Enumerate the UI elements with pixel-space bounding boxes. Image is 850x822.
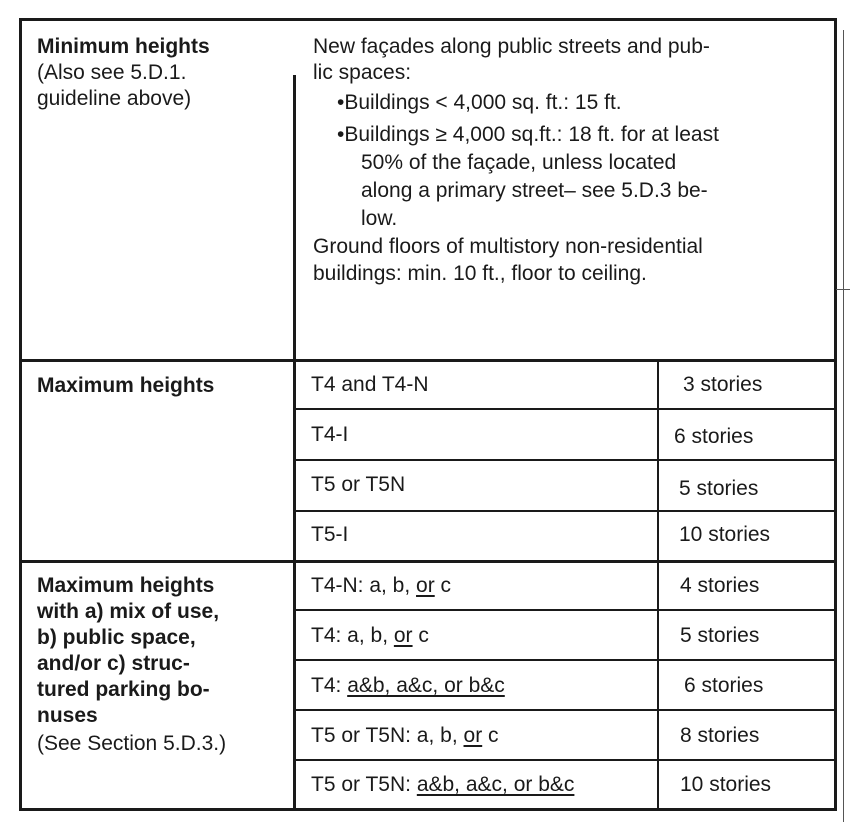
table-border-bottom [20,808,836,811]
min-heights-description: 50% of the façade, unless located [361,151,677,174]
bonus-heights-label: and/or c) struc- [37,652,190,675]
min-heights-description: lic spaces: [313,61,412,84]
min-heights-description: low. [361,207,398,230]
max-heights-label: Maximum heights [37,374,215,397]
zone-cell: T4-I [311,423,349,446]
bonus-heights-label: b) public space, [37,626,196,649]
stories-cell: 10 stories [680,773,772,796]
zone-text: T4-N: a, b, [311,574,417,597]
row-divider [295,659,835,661]
stories-cell: 10 stories [679,523,771,546]
row-divider [295,709,835,711]
zone-cell [311,573,451,599]
min-heights-description: New façades along public streets and pub- [313,35,710,58]
zone-cell [311,623,429,649]
zone-cell: T5-I [311,523,349,546]
zone-cell [311,772,574,798]
zone-text: T4: a, b, [311,624,394,647]
stories-cell: 5 stories [680,624,760,647]
zone-cell: T5 or T5N [311,473,406,496]
zone-text: c [434,574,452,597]
row-divider [295,510,835,512]
stories-column-divider-a [657,361,659,561]
zone-cell [311,723,499,749]
min-heights-description: along a primary street– see 5.D.3 be- [361,179,708,202]
section-divider-2 [20,560,836,563]
zone-text: T5 or T5N: a, b, [311,724,464,747]
scan-margin-line [843,30,844,822]
zone-text: c [482,724,499,747]
zone-text: T4: [311,674,348,697]
zone-text-underlined: or [393,624,413,647]
scan-margin-tick [836,289,850,290]
min-heights-description: •Buildings < 4,000 sq. ft.: 15 ft. [337,91,622,114]
min-heights-description: buildings: min. 10 ft., floor to ceiling. [313,262,647,285]
min-heights-description: •Buildings ≥ 4,000 sq.ft.: 18 ft. for at least [337,123,719,146]
stories-cell: 8 stories [680,724,760,747]
zone-cell [311,673,505,699]
bonus-heights-label: nuses [37,704,98,727]
zone-text-underlined: a&b, a&c, or b&c [347,674,505,697]
stories-column-divider-b [657,561,659,809]
row-divider [295,459,835,461]
stories-cell: 4 stories [680,574,760,597]
bonus-heights-label: with a) mix of use, [37,600,220,623]
zone-cell: T4 and T4-N [311,373,429,396]
zone-text-underlined: a&b, a&c, or b&c [416,773,575,796]
stories-cell: 3 stories [683,373,763,396]
stories-cell: 5 stories [679,477,759,500]
min-heights-note: guideline above) [37,87,192,110]
zone-text: T5 or T5N: [311,773,417,796]
bonus-heights-note: (See Section 5.D.3.) [37,732,227,755]
min-heights-description: Ground floors of multistory non-residential [313,235,703,258]
stories-cell: 6 stories [684,674,764,697]
section-divider-1 [20,359,836,362]
zone-text: c [412,624,429,647]
min-heights-note: (Also see 5.D.1. [37,61,187,84]
table-border-right [834,18,837,811]
zone-text-underlined: or [416,574,435,597]
stories-cell: 6 stories [674,425,754,448]
table-border-left [19,18,22,811]
row-divider [295,609,835,611]
row-divider [295,759,835,761]
bonus-heights-label: Maximum heights [37,574,215,597]
bonus-heights-label: tured parking bo- [37,678,210,701]
column-divider [293,75,296,810]
zone-text-underlined: or [463,724,483,747]
min-heights-label: Minimum heights [37,35,210,58]
row-divider [295,408,835,410]
table-border-top [20,18,836,21]
